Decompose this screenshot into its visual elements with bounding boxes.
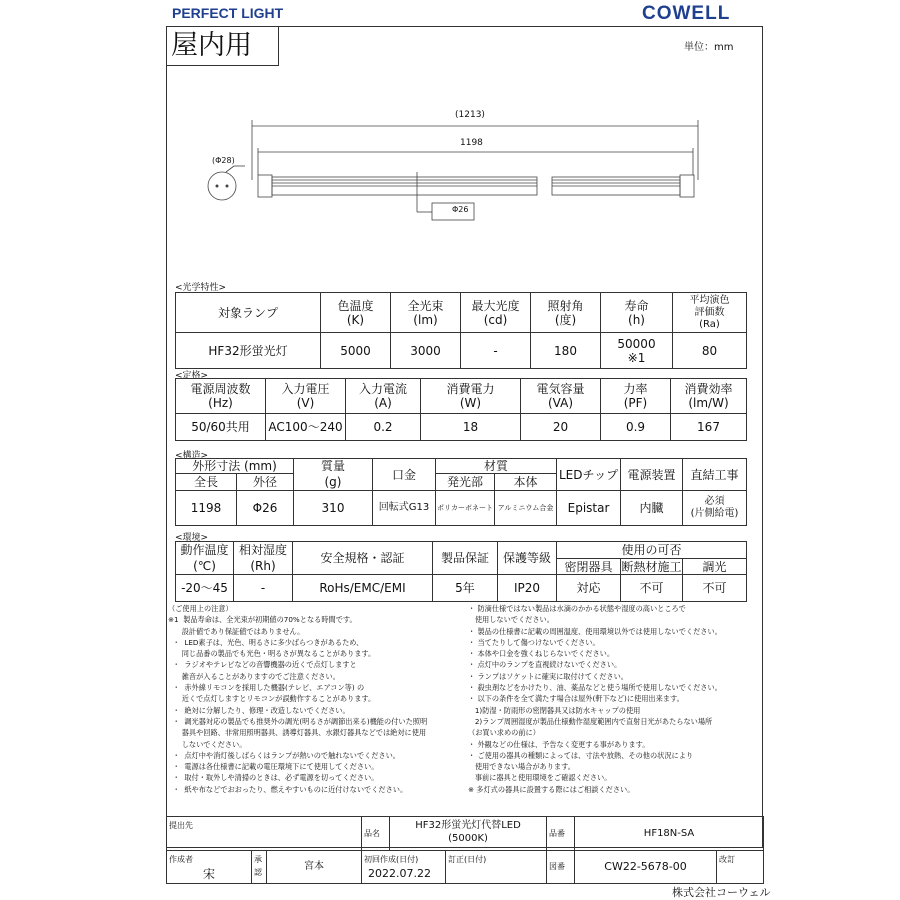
drawing-no: CW22-5678-00	[575, 851, 717, 884]
header-op-temp-unit: (℃)	[176, 559, 234, 575]
value-base: 回転式G13	[373, 491, 436, 526]
value-frequency: 50/60共用	[176, 414, 266, 441]
section-structure: <構造>	[175, 451, 209, 461]
product-name-label: 品名	[362, 817, 390, 851]
value-protection: IP20	[498, 575, 557, 602]
drawing-no-label: 図番	[547, 851, 575, 884]
header-diameter: 外径	[237, 474, 294, 491]
header-power-unit: 電源装置	[621, 459, 683, 491]
header-base: 口金	[373, 459, 436, 491]
header-frequency: 電源周波数 (Hz)	[176, 379, 266, 414]
header-warranty: 製品保証	[433, 542, 498, 575]
header-led-chip: LEDチップ	[557, 459, 621, 491]
header-body: 本体	[495, 474, 557, 491]
header-usability: 使用の可否	[557, 542, 747, 559]
header-mass-unit: (g)	[294, 474, 373, 491]
first-date: 2022.07.22	[368, 867, 432, 880]
value-cri: 80	[673, 333, 747, 369]
value-safety: RoHs/EMC/EMI	[293, 575, 433, 602]
revision-label: 改訂	[717, 851, 764, 884]
dimension-overall-length: (1213)	[455, 110, 485, 120]
section-rating: <定格>	[175, 371, 209, 381]
header-va: 電気容量 (VA)	[521, 379, 601, 414]
first-date-cell	[362, 851, 446, 884]
header-humidity: 相対湿度	[234, 542, 293, 559]
value-current: 0.2	[346, 414, 421, 441]
value-warranty: 5年	[433, 575, 498, 602]
usage-notes: （ご使用上の注意） ※1 製品寿命は、全光束が初期値の70%となる時間です。 設計値であり保証値ではありません。 ・ LED素子は、光色、明るさに多少ばらつきがあるため、 同じ品番の製品でも光色・明るさが異なることがあります。 ・ ラジオやテレビなどの音響機器の近くで点灯しますと 雑音が入ることがありますのでご注意ください。 ・ 赤外線リモコンを採用した機器(テレビ、エアコン等) の 近くで点灯しますとリモコンが誤動作することがあります。 ・ 絶対に分解したり、修理・改造しないでください。 ・ 調光器対応の製品でも推奨外の調光(明るさが調節出来る)機能の付いた照明 器具や回路、非常用照明器具、誘導灯器具、水銀灯器具などでは絶対に使用 しないでください。 ・ 点灯中や消灯後しばらくはランプが熱いので触れないでください。 ・ 電源は各仕様書に記載の電圧環境下にて使用してください。 ・ 取付・取外しや清掃のときは、必ず電源を切ってください。 ・ 紙や布などでおおったり、燃えやすいものに近付けないでください。	[168, 604, 428, 794]
header-dimming: 調光	[683, 559, 747, 575]
part-no: HF18N-SA	[575, 817, 764, 851]
value-color-temp: 5000	[321, 333, 391, 369]
dimension-length: 1198	[460, 138, 483, 148]
header-op-temp: 動作温度	[176, 542, 234, 559]
dimension-tube-diameter: Φ26	[452, 205, 469, 214]
header-emitter: 発光部	[436, 474, 495, 491]
value-voltage: AC100～240	[266, 414, 346, 441]
brand-cowell: COWELL	[642, 3, 731, 24]
header-life: 寿命 (h)	[601, 293, 673, 333]
value-insulation: 不可	[621, 575, 683, 602]
header-humidity-unit: (Rh)	[234, 559, 293, 575]
value-humidity: -	[234, 575, 293, 602]
value-beam-angle: 180	[531, 333, 601, 369]
header-material: 材質	[436, 459, 557, 474]
value-dimming: 不可	[683, 575, 747, 602]
section-environment: <環境>	[175, 533, 209, 543]
value-body: アルミニウム合金	[495, 491, 557, 526]
header-mass: 質量	[294, 459, 373, 474]
value-life: 50000 ※1	[601, 333, 673, 369]
rating-table	[175, 378, 747, 441]
dimension-cap-diameter: (Φ28)	[212, 156, 235, 165]
value-va: 20	[521, 414, 601, 441]
optical-table	[175, 292, 747, 369]
header-pf: 力率 (PF)	[601, 379, 671, 414]
header-sealed: 密閉器具	[557, 559, 621, 575]
purchase-notes: ・ 防滴仕様ではない製品は水滴のかかる状態や湿度の高いところで 使用しないでください。 ・ 製品の仕様書に記載の周囲温度、使用環境以外では使用しないでください。 ・ 当てたりして傷つけないでください。 ・ 本体や口金を強くねじらないでください。 ・ 点灯中のランプを直視続けないでください。 ・ ランプはソケットに確実に取付けてください。 ・ 殺虫剤などをかけたり、油、薬品などと使う場所で使用しないでください。 ・ 以下の条件を全て満たす場合は屋外(軒下など)に使用出来ます。 1)防湿・防雨形の密閉器具又は防水キャップの使用 2)ランプ周囲湿度が製品仕様動作湿度範囲内で直射日光があたらない場所 （お買い求めの前に） ・ 外観などの仕様は、予告なく変更する事があります。 ・ ご使用の器具の種類によっては、寸法や放熱、その他の状況により 使用できない場合があります。 事前に器具と使用環境をご確認ください。 ※ 多灯式の器具に設置する際にはご相談ください。	[468, 604, 722, 794]
header-protection: 保護等級	[498, 542, 557, 575]
header-dimensions: 外形寸法 (mm)	[176, 459, 294, 474]
value-pf: 0.9	[601, 414, 671, 441]
structure-table	[175, 458, 747, 526]
environment-table	[175, 541, 747, 602]
revision-date-label: 訂正(日付)	[446, 851, 547, 884]
brand-perfect-light: PERFECT LIGHT	[172, 5, 284, 21]
author: 宋	[202, 867, 215, 881]
first-date-label: 初回作成(日付)	[364, 855, 419, 864]
header-safety: 安全規格・認証	[293, 542, 433, 575]
submit-to-label: 提出先	[167, 817, 362, 851]
header-voltage: 入力電圧 (V)	[266, 379, 346, 414]
header-lamp: 対象ランプ	[176, 293, 321, 333]
header-color-temp: 色温度 (K)	[321, 293, 391, 333]
header-length: 全長	[176, 474, 237, 491]
header-power: 消費電力 (W)	[421, 379, 521, 414]
value-lamp: HF32形蛍光灯	[176, 333, 321, 369]
header-beam-angle: 照射角 (度)	[531, 293, 601, 333]
header-insulation: 断熱材施工	[621, 559, 682, 574]
value-emitter: ポリカーボネート	[436, 491, 495, 526]
header-efficiency: 消費効率 (lm/W)	[671, 379, 747, 414]
header-max-intensity: 最大光度 (cd)	[461, 293, 531, 333]
page-title: 屋内用	[166, 26, 279, 66]
header-current: 入力電流 (A)	[346, 379, 421, 414]
company-name: 株式会社コーウェル	[672, 886, 771, 899]
value-led-chip: Epistar	[557, 491, 621, 526]
value-max-intensity: -	[461, 333, 531, 369]
approval-label: 承 認	[252, 851, 267, 884]
header-direct-wiring: 直結工事	[683, 459, 747, 491]
value-efficiency: 167	[671, 414, 747, 441]
author-cell	[167, 851, 252, 884]
value-luminous-flux: 3000	[391, 333, 461, 369]
value-sealed: 対応	[557, 575, 621, 602]
value-diameter: Φ26	[237, 491, 294, 526]
value-power: 18	[421, 414, 521, 441]
product-name: HF32形蛍光灯代替LED (5000K)	[390, 817, 547, 851]
value-op-temp: -20～45	[176, 575, 234, 602]
value-length: 1198	[176, 491, 237, 526]
title-block	[166, 816, 764, 884]
value-direct-wiring: 必須 (片側給電)	[683, 491, 747, 526]
header-cri: 平均演色 評価数 (Ra)	[673, 293, 747, 333]
unit-label: 単位：mm	[684, 42, 734, 53]
header-luminous-flux: 全光束 (lm)	[391, 293, 461, 333]
section-optical: <光学特性>	[175, 283, 227, 293]
value-mass: 310	[294, 491, 373, 526]
part-no-label: 品番	[547, 817, 575, 851]
author-label: 作成者	[169, 855, 193, 864]
approver: 宮本	[267, 851, 362, 884]
value-power-unit: 内臓	[621, 491, 683, 526]
